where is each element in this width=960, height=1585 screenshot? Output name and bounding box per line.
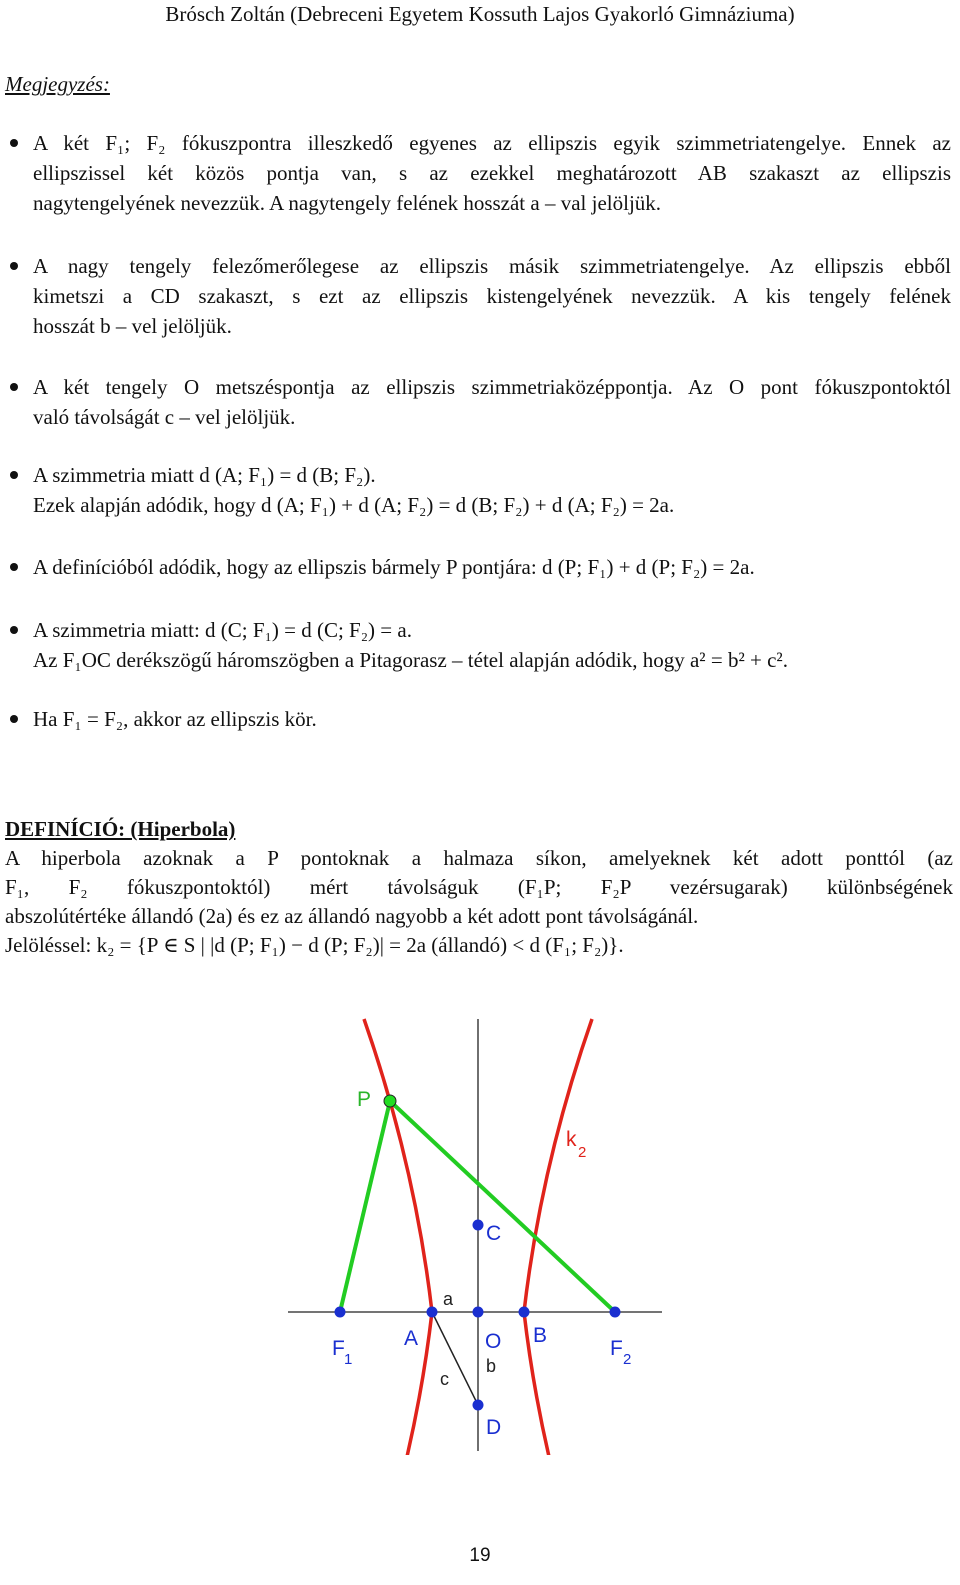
bullet-dot bbox=[10, 139, 18, 147]
bullet-dot bbox=[10, 471, 18, 479]
label-a: A bbox=[404, 1327, 419, 1350]
label-b: B bbox=[533, 1324, 548, 1347]
bullet-line: hosszát b – vel jelöljük. bbox=[33, 314, 232, 338]
bullet-dot bbox=[10, 563, 18, 571]
definition-line: A hiperbola azoknak a P pontoknak a halmaza síkon, amelyeknek két adott ponttól (az bbox=[5, 846, 953, 870]
point-a bbox=[427, 1307, 438, 1318]
bullet-dot bbox=[10, 626, 18, 634]
focal-radius-f1p bbox=[340, 1101, 390, 1312]
label-k2: k bbox=[566, 1128, 577, 1151]
label-f1: F bbox=[332, 1337, 345, 1360]
bullet-dot bbox=[10, 262, 18, 270]
bullet-item-6 bbox=[33, 615, 951, 675]
label-a-upper: a bbox=[443, 1289, 454, 1309]
bullet-line: nagytengelyének nevezzük. A nagytengely felének hosszát a – val jelöljük. bbox=[33, 191, 662, 215]
label-f2: F bbox=[610, 1337, 623, 1360]
label-c: C bbox=[486, 1222, 502, 1245]
bullet-line: A két F₁; F₂ fókuszpontra illeszkedő egyenes az ellipszis egyik szimmetriatengelye. Ennek az bbox=[33, 131, 951, 155]
definition-line: abszolútértéke állandó (2a) és ez az állandó nagyobb a két adott pont távolságánál. bbox=[5, 904, 699, 928]
hyperbola-left-branch bbox=[364, 1019, 432, 1455]
bullet-item-4 bbox=[33, 460, 951, 520]
point-o bbox=[473, 1307, 484, 1318]
segment-ad bbox=[432, 1312, 478, 1405]
bullet-line: A szimmetria miatt: d (C; F₁) = d (C; F₂) = a. bbox=[33, 618, 412, 642]
definition-block bbox=[5, 815, 953, 960]
definition-title: DEFINÍCIÓ: (Hiperbola) bbox=[5, 817, 236, 841]
bullet-line: A szimmetria miatt d (A; F₁) = d (B; F₂). bbox=[33, 463, 376, 487]
bullet-item-5 bbox=[33, 552, 951, 582]
label-b-lower: b bbox=[486, 1356, 497, 1376]
point-p bbox=[384, 1095, 396, 1107]
point-f2 bbox=[610, 1307, 621, 1318]
bullet-line: Az F₁OC derékszögű háromszögben a Pitagorasz – tétel alapján adódik, hogy a² = b² + c². bbox=[33, 648, 788, 672]
definition-line: Jelöléssel: k₂ = {P ∈ S | |d (P; F₁) − d (P; F₂)| = 2a (állandó) < d (F₁; F₂)}. bbox=[5, 933, 624, 957]
bullet-dot bbox=[10, 383, 18, 391]
bullet-dot bbox=[10, 715, 18, 723]
bullet-item-7 bbox=[33, 704, 951, 734]
point-c bbox=[473, 1220, 484, 1231]
label-p: P bbox=[357, 1088, 372, 1111]
page-header: Brósch Zoltán (Debreceni Egyetem Kossuth Lajos Gyakorló Gimnáziuma) bbox=[165, 2, 795, 26]
note-heading: Megjegyzés: bbox=[5, 72, 110, 96]
hyperbola-figure bbox=[280, 1015, 670, 1455]
bullet-line: való távolságát c – vel jelöljük. bbox=[33, 405, 296, 429]
label-d: D bbox=[486, 1416, 502, 1439]
bullet-item-1 bbox=[33, 128, 951, 218]
label-f2-sub: 2 bbox=[623, 1351, 632, 1368]
bullet-line: ellipszissel két közös pontja van, s az ezekkel meghatározott AB szakaszt az ellipszis bbox=[33, 161, 951, 185]
bullet-line: A definícióból adódik, hogy az ellipszis bármely P pontjára: d (P; F₁) + d (P; F₂) = 2a. bbox=[33, 555, 755, 579]
label-f1-sub: 1 bbox=[344, 1351, 353, 1368]
bullet-line: Ha F₁ = F₂, akkor az ellipszis kör. bbox=[33, 707, 317, 731]
focal-radius-f2p bbox=[390, 1101, 615, 1312]
label-k2-sub: 2 bbox=[578, 1144, 587, 1161]
bullet-item-2 bbox=[33, 251, 951, 341]
bullet-line: A nagy tengely felezőmerőlegese az ellipszis másik szimmetriatengelye. Az ellipszis ebből bbox=[33, 254, 951, 278]
page-number: 19 bbox=[469, 1545, 491, 1566]
point-f1 bbox=[335, 1307, 346, 1318]
definition-line: F₁, F₂ fókuszpontoktól) mért távolságuk (F₁P; F₂P vezérsugarak) különbségének bbox=[5, 875, 953, 899]
bullet-line: kimetszi a CD szakaszt, s ezt az ellipszis kistengelyének nevezzük. A kis tengely felének bbox=[33, 284, 951, 308]
point-d bbox=[473, 1400, 484, 1411]
label-o: O bbox=[485, 1330, 502, 1353]
bullet-line: Ezek alapján adódik, hogy d (A; F₁) + d (A; F₂) = d (B; F₂) + d (A; F₂) = 2a. bbox=[33, 493, 675, 517]
bullet-item-3 bbox=[33, 372, 951, 432]
point-b bbox=[519, 1307, 530, 1318]
bullet-line: A két tengely O metszéspontja az ellipszis szimmetriaközéppontja. Az O pont fókuszpontoktól bbox=[33, 375, 951, 399]
label-c-lower: c bbox=[440, 1369, 449, 1389]
